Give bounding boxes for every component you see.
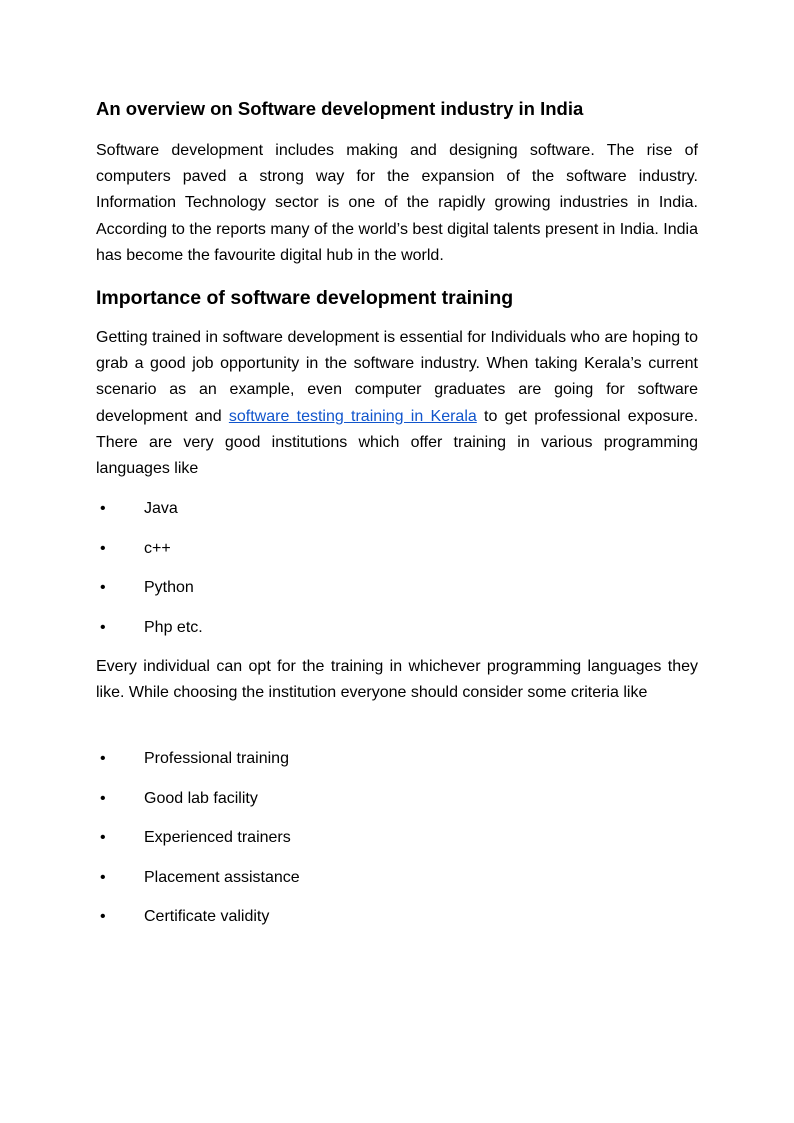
list-item: [96, 865, 698, 905]
list-item: [96, 904, 698, 944]
list-item-text: Professional training: [144, 750, 289, 767]
bullet: •: [100, 500, 106, 517]
list-item: [96, 496, 698, 536]
overview-heading: An overview on Software development industry in India: [96, 98, 584, 119]
list-item-text: Placement assistance: [144, 868, 300, 886]
importance-text-after-link: to get professional exposure. There are very good institutions which offer training in various programming languages like: [96, 407, 699, 478]
bullet: •: [100, 539, 106, 557]
list-item: [96, 825, 698, 865]
bullet: •: [100, 618, 106, 636]
importance-text-before-link: Getting trained in software development is essential for Individuals who are hoping to grab a good job opportunity in the software industry. When taking Kerala’s current scenario as an example, even computer graduates are going for software development and: [96, 329, 698, 425]
criteria-intro-paragraph: Every individual can opt for the training in whichever programming languages they like. While choosing the institution everyone should consider some criteria like: [96, 658, 698, 702]
bullet: •: [100, 868, 106, 886]
importance-paragraph: [96, 325, 698, 482]
list-item: [96, 575, 698, 615]
bullet: •: [100, 908, 106, 926]
bullet: •: [100, 829, 106, 847]
list-item: [96, 536, 698, 576]
list-item-text: Good lab facility: [144, 789, 258, 807]
importance-heading: Importance of software development training: [96, 287, 514, 309]
list-item-text: Php etc.: [144, 618, 203, 636]
overview-paragraph: Software development includes making and designing software. The rise of computers paved a strong way for the expansion of the software industry. Information Technology sector is one of the rapidly growing industries in India. According to the reports many of the world’s best digital talents present in India. India has become the favourite digital hub in the world.: [96, 142, 698, 264]
bullet: •: [100, 579, 106, 597]
software-testing-training-link[interactable]: software testing training in Kerala: [228, 407, 477, 425]
bullet: •: [100, 789, 106, 807]
list-item: [96, 786, 698, 826]
list-item-text: Python: [144, 579, 194, 597]
list-item-text: Certificate validity: [144, 908, 270, 926]
list-item-text: c++: [144, 539, 171, 557]
list-item-text: Java: [144, 500, 178, 517]
list-item-text: Experienced trainers: [144, 829, 291, 847]
list-item: [96, 746, 698, 786]
criteria-list: [96, 746, 698, 944]
list-item: [96, 615, 698, 655]
bullet: •: [100, 750, 106, 767]
languages-list: [96, 496, 698, 654]
